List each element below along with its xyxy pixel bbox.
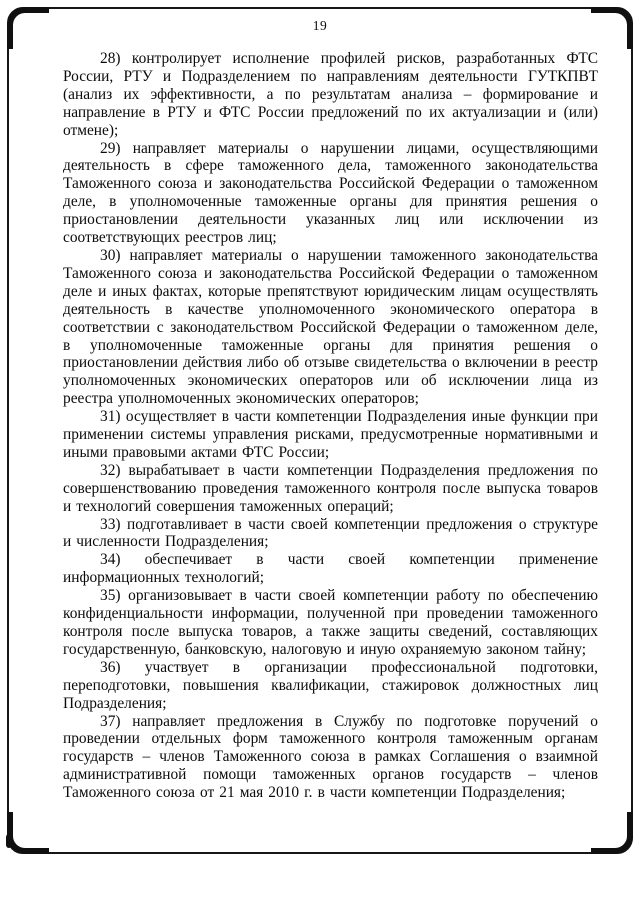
paragraph: 28) контролирует исполнение профилей рисков, разработанных ФТС России, РТУ и Подразделением по направлениям деятельности ГУТКПВТ (анализ их эффективности, а по результатам анализа – формирование и направление в РТУ и ФТС России предложений по их актуализации и (или) отмене); [63, 50, 598, 139]
paragraph: 37) направляет предложения в Службу по подготовке поручений о проведении отдельных форм таможенного контроля таможенным органам государств – членов Таможенного союза в рамках Соглашения о взаимной административной помощи таможенных органов государств – членов Таможенного союза от 21 мая 2010 г. в части компетенции Подразделения; [63, 712, 598, 802]
paragraph: 30) направляет материалы о нарушении таможенного законодательства Таможенного союза и законодательства Российской Федерации о таможенном деле и иных фактах, которые препятствуют юридическим лицам осуществлять деятельность в качестве уполномоченного экономического оператора в соответствии с законодательством Российской Федерации о таможенном деле, в уполномоченные таможенные органы для принятия решения о приостановлении действия либо об отзыве свидетельства о включении в реестр уполномоченных экономических операторов или об исключении лица из реестра уполномоченных экономических операторов; [63, 246, 598, 408]
paragraph: 33) подготавливает в части своей компетенции предложения о структуре и численности Подразделения; [63, 515, 598, 551]
paragraph: 35) организовывает в части своей компетенции работу по обеспечению конфиденциальности информации, полученной при проведении таможенного контроля после выпуска товаров, а также защиты сведений, составляющих государственную, банковскую, налоговую и иную охраняемую законом тайну; [63, 587, 598, 658]
document-body [63, 50, 598, 802]
scan-edge-artifact [6, 834, 12, 848]
paragraph: 36) участвует в организации профессиональной подготовки, переподготовки, повышения квалификации, стажировок должностных лиц Подразделения; [63, 658, 598, 712]
paragraph: 34) обеспечивает в части своей компетенции применение информационных технологий; [63, 551, 598, 587]
paragraph: 29) направляет материалы о нарушении лицами, осуществляющими деятельность в сфере таможенного дела, таможенного законодательства Таможенного союза и законодательства Российской Федерации о таможенном деле, в уполномоченные таможенные органы для принятия решения о приостановлении деятельности указанных лиц или исключении из соответствующих реестров лиц; [63, 139, 598, 247]
page-number: 19 [312, 18, 328, 33]
paragraph: 32) вырабатывает в части компетенции Подразделения предложения по совершенствованию проведения таможенного контроля после выпуска товаров и технологий совершения таможенных операций; [63, 461, 598, 515]
scan-corner-bottom-left [7, 812, 49, 854]
scan-corner-bottom-right [591, 812, 633, 854]
paragraph: 31) осуществляет в части компетенции Подразделения иные функции при применении системы управления рисками, предусмотренные нормативными и иными правовыми актами ФТС России; [63, 408, 598, 461]
